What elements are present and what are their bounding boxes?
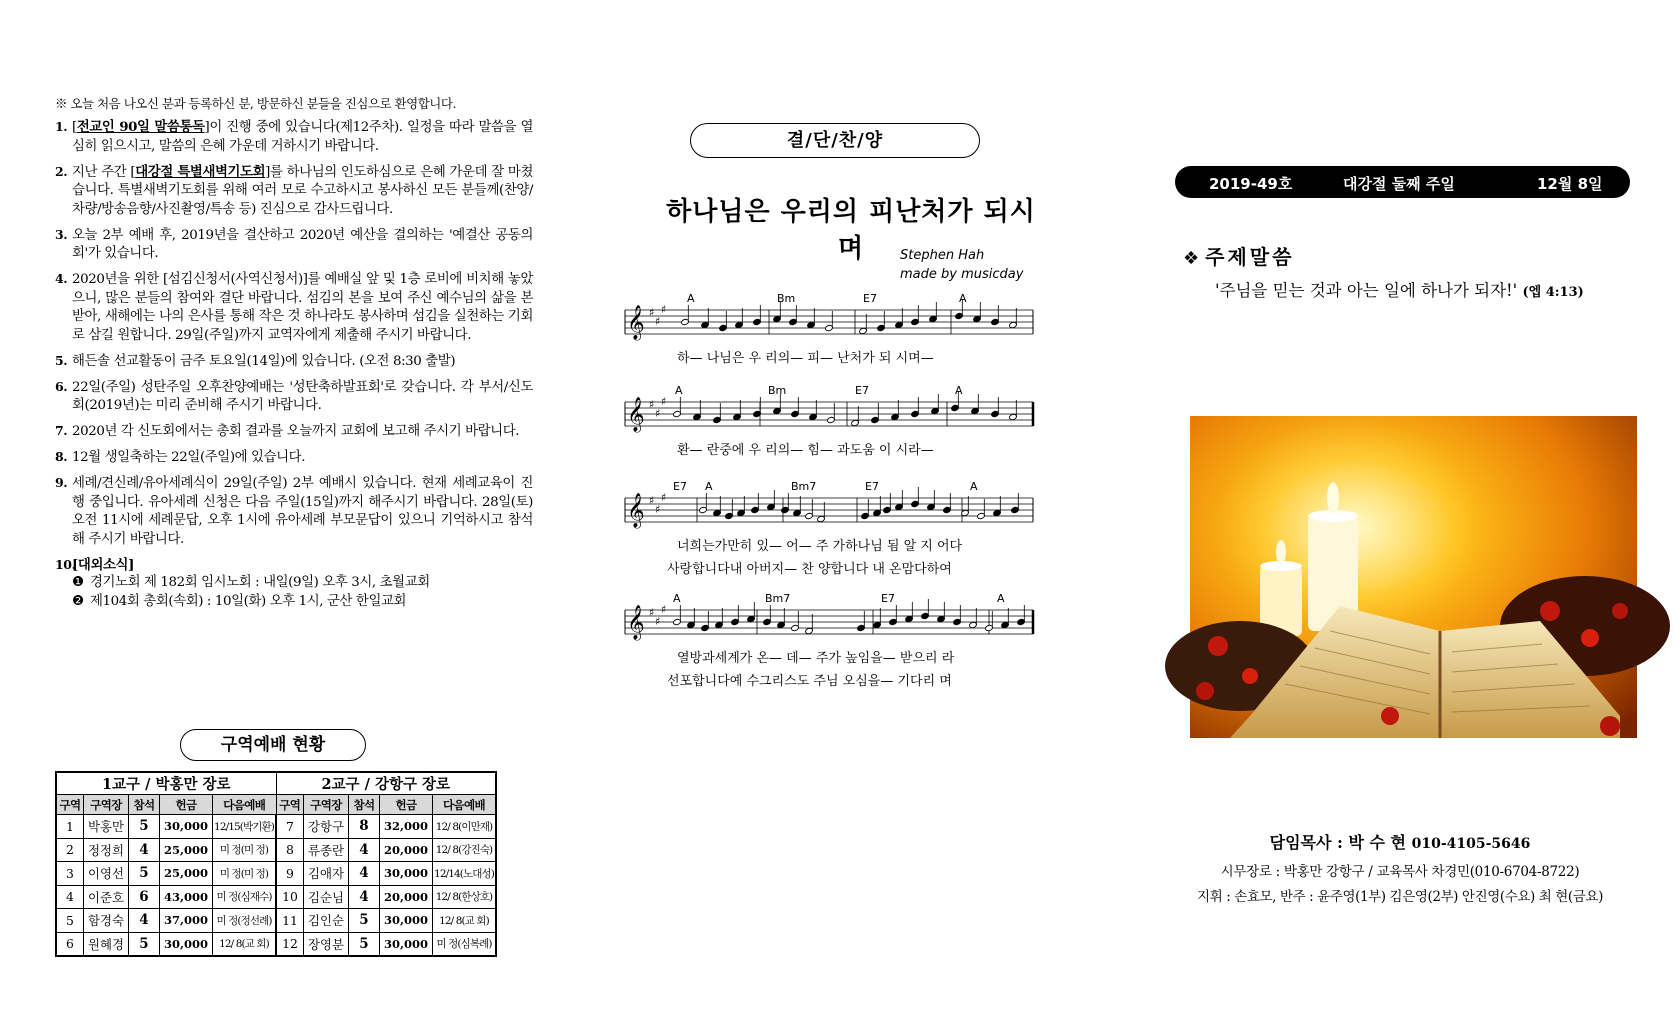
table-cell: 5	[129, 932, 160, 956]
notice-text	[72, 163, 533, 220]
treble-clef-icon: 𝄞	[627, 605, 645, 640]
sharp-icon: ♯	[655, 407, 661, 420]
table-cell: 5	[129, 815, 160, 839]
chord-symbol: Bm	[777, 292, 796, 305]
notice-text-post: 12월 생일축하는 22일(주일)에 있습니다.	[72, 450, 306, 465]
chord-symbol: A	[673, 592, 681, 605]
table-row	[56, 885, 496, 909]
table-cell: 12/ 8(강진숙)	[433, 838, 497, 862]
table-row	[56, 838, 496, 862]
senior-pastor	[1165, 830, 1635, 853]
table-cell: 4	[129, 909, 160, 933]
arranger: made by musicday	[900, 267, 1024, 282]
table-cell: 30,000	[160, 815, 213, 839]
notice-text-post: ]를 하나님의 인도하심으로 은혜 가운데 잘 마쳤습니다. 특별새벽기도회를 위해 여러 모로 수고하시고 봉사하신 모든 분들께(찬양/차량/방송음향/사진촬영/특송 등) 진심으로 감사드립니다.	[72, 164, 533, 217]
table-cell: 25,000	[160, 838, 213, 862]
notice-number: 2.	[55, 163, 68, 179]
table-cell: 10	[276, 885, 304, 909]
sharp-icon: ♯	[655, 615, 661, 628]
table-cell: 12/ 8(교 회)	[433, 909, 497, 933]
table-cell: 30,000	[380, 909, 433, 933]
table-cell: 30,000	[380, 932, 433, 956]
sharp-icon: ♯	[661, 303, 667, 316]
issue-banner	[1175, 166, 1630, 198]
table-cell: 11	[276, 909, 304, 933]
table-cell: 7	[276, 815, 304, 839]
lyrics-verse-1: 너희는가만히 있— 어— 주 가하나님 됨 알 지 어다	[677, 539, 963, 554]
treble-clef-icon: 𝄞	[627, 305, 645, 340]
table-cell: 12/14(노대성)	[433, 862, 497, 886]
sharp-icon: ♯	[649, 398, 655, 411]
chord-symbol: A	[675, 384, 683, 397]
table-cell: 12/ 8(한상호)	[433, 885, 497, 909]
issue-date: 12월 8일	[1537, 175, 1603, 193]
notice-text	[72, 226, 533, 264]
notice-number: 8.	[55, 449, 68, 464]
table-cell: 정정희	[84, 838, 129, 862]
notice-number: 6.	[55, 378, 68, 394]
table-cell: 미 정(미 정)	[213, 862, 277, 886]
notice-list	[55, 118, 533, 618]
table-cell: 원혜경	[84, 932, 129, 956]
notice-text-pre: 지난 주간 [	[72, 164, 136, 180]
sharp-icon: ♯	[649, 306, 655, 319]
table-cell: 김인순	[304, 909, 349, 933]
notice-number: 9.	[55, 475, 68, 490]
notice-text	[72, 556, 533, 612]
table-cell: 2	[56, 838, 84, 862]
table-cell: 3	[56, 862, 84, 886]
notice-item	[55, 270, 533, 345]
table-cell: 4	[129, 838, 160, 862]
notice-item-external	[55, 556, 533, 612]
sharp-icon: ♯	[649, 494, 655, 507]
table-cell: 9	[276, 862, 304, 886]
table-cell: 강항구	[304, 815, 349, 839]
table-cell: 4	[349, 885, 380, 909]
column-header: 구역장	[84, 795, 129, 815]
table-cell: 5	[129, 862, 160, 886]
table-cell: 미 정(정선례)	[213, 909, 277, 933]
chord-symbol: A	[705, 480, 713, 493]
treble-clef-icon: 𝄞	[627, 493, 645, 528]
table-cell: 12	[276, 932, 304, 956]
external-news-item	[72, 593, 533, 612]
theme-verse-text: '주님을 믿는 것과 아는 일에 하나가 되자!'	[1215, 281, 1518, 300]
notice-text-post: 2020년 각 신도회에서는 총회 결과를 오늘까지 교회에 보고해 주시기 바랍니다.	[72, 424, 520, 439]
numbered-bullet-icon: ❶	[72, 575, 84, 590]
sharp-icon: ♯	[655, 503, 661, 516]
notice-text-post: 22일(주일) 성탄주일 오후찬양예배는 '성탄축하발표회'로 갖습니다. 각 부서/신도회(2019년)는 미리 준비해 주시기 바랍니다.	[72, 379, 533, 413]
welcome-message: ※ 오늘 처음 나오신 분과 등록하신 분, 방문하신 분들을 진심으로 환영합니다.	[55, 96, 456, 111]
table-cell: 이준호	[84, 885, 129, 909]
notice-text-post: 오늘 2부 예배 후, 2019년을 결산하고 2020년 예산을 결의하는 '예결산 공동의회'가 있습니다.	[72, 227, 533, 261]
table-cell: 5	[349, 932, 380, 956]
sharp-icon: ♯	[661, 395, 667, 408]
lyrics-verse-2: 사랑합니다내 아버지— 찬 양합니다 내 온맘다하여	[667, 562, 952, 577]
column-header: 헌금	[160, 795, 213, 815]
notice-text	[72, 474, 533, 549]
issue-number: 2019-49호	[1209, 175, 1293, 193]
treble-clef-icon: 𝄞	[627, 397, 645, 432]
group2-header: 2교구 / 강항구 장로	[276, 772, 496, 795]
external-news-title: [대외소식]	[72, 556, 135, 573]
diamond-bullet-icon: ❖	[1183, 248, 1200, 269]
theme-verse-reference: (엡 4:13)	[1522, 285, 1584, 300]
composer: Stephen Hah	[900, 248, 985, 263]
column-header: 헌금	[380, 795, 433, 815]
notice-item	[55, 226, 533, 264]
chord-symbol: E7	[673, 480, 687, 493]
chord-symbol: Bm	[768, 384, 787, 397]
table-cell: 미 정(심복례)	[433, 932, 497, 956]
notice-number: 10.	[55, 556, 76, 572]
column-header: 참석	[349, 795, 380, 815]
candle-bible-photo	[1190, 416, 1637, 738]
notice-number: 4.	[55, 271, 68, 286]
table-cell: 20,000	[380, 838, 433, 862]
lyrics-verse-1: 열방과세계가 온— 데— 주가 높임을— 받으리 라	[677, 651, 955, 666]
theme-heading-text: 주제말씀	[1205, 245, 1295, 269]
chord-symbol: E7	[863, 292, 877, 305]
music-system	[625, 292, 1033, 366]
notice-highlight: 전교인 90일 말씀통독	[76, 119, 205, 135]
chord-symbol: A	[955, 384, 963, 397]
table-row	[56, 909, 496, 933]
staff-elders: 시무장로 : 박홍만 강항구 / 교육목사 차경민(010-6704-8722)	[1220, 864, 1580, 880]
notice-item	[55, 448, 533, 468]
lyrics-verse-1: 환— 란중에 우 리의— 힘— 과도움 이 시라—	[677, 443, 934, 458]
notice-number: 7.	[55, 423, 68, 438]
chord-symbol: Bm7	[791, 480, 817, 493]
theme-verse	[1215, 277, 1584, 301]
external-news-text: 경기노회 제 182회 임시노회 : 내일(9일) 오후 3시, 초월교회	[90, 575, 430, 590]
table-cell: 김순님	[304, 885, 349, 909]
table-cell: 20,000	[380, 885, 433, 909]
table-cell: 12/15(박기환)	[213, 815, 277, 839]
notice-item	[55, 352, 533, 372]
occasion: 대강절 둘째 주일	[1343, 175, 1455, 193]
table-cell: 6	[56, 932, 84, 956]
external-news-text: 제104회 총회(속회) : 10일(화) 오후 1시, 군산 한일교회	[90, 593, 407, 609]
table-cell: 8	[276, 838, 304, 862]
table-cell: 12/ 8(교 회)	[213, 932, 277, 956]
notice-number: 5.	[55, 352, 68, 368]
table-cell: 미 정(미 정)	[213, 838, 277, 862]
lyrics-verse-2: 선포합니다예 수그리스도 주님 오심을— 기다리 며	[667, 674, 952, 689]
table-cell: 4	[349, 862, 380, 886]
hymn-label: 결/단/찬/양	[690, 123, 980, 158]
column-header: 참석	[129, 795, 160, 815]
table-cell: 30,000	[380, 862, 433, 886]
sharp-icon: ♯	[649, 606, 655, 619]
chord-symbol: E7	[881, 592, 895, 605]
notice-item	[55, 118, 533, 156]
chord-symbol: E7	[855, 384, 869, 397]
chord-symbol: A	[970, 480, 978, 493]
table-row	[56, 932, 496, 956]
column-header: 구역	[276, 795, 304, 815]
pastor-label: 담임목사 : 박 수 현	[1269, 833, 1407, 852]
music-system	[625, 384, 1033, 458]
table-cell: 박홍만	[84, 815, 129, 839]
table-cell: 12/ 8(이만재)	[433, 815, 497, 839]
district-title: 구역예배 현황	[180, 729, 366, 761]
table-cell: 1	[56, 815, 84, 839]
lyrics-verse-1: 하— 나님은 우 리의— 피— 난처가 되 시며—	[677, 351, 934, 366]
table-cell: 5	[349, 909, 380, 933]
column-headers	[56, 795, 496, 815]
chord-symbol: Bm7	[765, 592, 791, 605]
pastor-phone: 010-4105-5646	[1411, 836, 1531, 852]
music-system	[625, 592, 1033, 689]
table-cell: 류종란	[304, 838, 349, 862]
theme-heading	[1183, 241, 1294, 270]
column-header: 다음예배	[433, 795, 497, 815]
notice-item	[55, 163, 533, 220]
column-header: 구역장	[304, 795, 349, 815]
table-cell: 30,000	[160, 932, 213, 956]
external-news-item	[72, 574, 533, 593]
notice-text-post: ]이 진행 중에 있습니다(제12주차). 일정을 따라 말씀을 열심히 읽으시고, 말씀의 은혜 가운데 거하시기 바랍니다.	[72, 120, 534, 154]
table-cell: 장영분	[304, 932, 349, 956]
notice-item	[55, 474, 533, 549]
numbered-bullet-icon: ❷	[72, 593, 84, 609]
table-cell: 6	[129, 885, 160, 909]
notice-text	[72, 270, 533, 345]
notice-text	[72, 118, 533, 156]
chord-symbol: A	[687, 292, 695, 305]
sharp-icon: ♯	[655, 315, 661, 328]
district-table	[55, 771, 497, 957]
column-header: 구역	[56, 795, 84, 815]
notice-text	[72, 378, 533, 416]
table-cell: 32,000	[380, 815, 433, 839]
table-row	[56, 862, 496, 886]
sharp-icon: ♯	[661, 603, 667, 616]
table-cell: 25,000	[160, 862, 213, 886]
notice-item	[55, 378, 533, 416]
table-cell: 8	[349, 815, 380, 839]
music-system	[625, 480, 1033, 577]
chord-symbol: A	[997, 592, 1005, 605]
table-cell: 김애자	[304, 862, 349, 886]
staff-music: 지휘 : 손효모, 반주 : 윤주영(1부) 김은영(2부) 안진영(수요) 최 현(금요)	[1197, 889, 1603, 905]
table-cell: 37,000	[160, 909, 213, 933]
notice-text-post: 2020년을 위한 [섬김신청서(사역신청서)]를 예배실 앞 및 1층 로비에 비치해 놓았으니, 많은 분들의 참여와 결단 바랍니다. 섬김의 본을 보여 주신 예수님의 삶을 본받아, 새해에는 나의 은사를 통해 작은 것 하나라도 봉사하며 섬김을 실천하는 기회로 삼길 원합니다. 29일(주일)까지 교역자에게 제출해 주시기 바랍니다.	[72, 272, 533, 343]
candle-bible-image	[1190, 416, 1637, 738]
table-cell: 미 정(심재수)	[213, 885, 277, 909]
notice-text-pre: [	[72, 120, 77, 135]
table-cell: 43,000	[160, 885, 213, 909]
chord-symbol: E7	[865, 480, 879, 493]
table-cell: 4	[56, 885, 84, 909]
group1-header: 1교구 / 박홍만 장로	[56, 772, 276, 795]
notice-number: 1.	[55, 119, 68, 134]
notice-text	[72, 352, 533, 372]
notice-text-post: 해든솔 선교활동이 금주 토요일(14일)에 있습니다. (오전 8:30 출발)	[72, 353, 456, 369]
chord-symbol: A	[959, 292, 967, 305]
column-header: 다음예배	[213, 795, 277, 815]
notice-number: 3.	[55, 226, 68, 242]
sheet-music	[625, 292, 1065, 740]
composer-credit	[900, 246, 1023, 284]
notice-item	[55, 422, 533, 442]
table-row	[56, 815, 496, 839]
song-title: 하나님은 우리의 피난처가 되시며	[666, 197, 1036, 264]
table-cell: 5	[56, 909, 84, 933]
notice-text-post: 세례/견신례/유아세례식이 29일(주일) 2부 예배시 있습니다. 현재 세례교육이 진행 중입니다. 유아세례 신청은 다음 주일(15일)까지 해주시기 바랍니다. 28일(토) 오전 11시에 세례문답, 오후 1시에 유아세례 부모문답이 있으니 기억하시고 참석해 주시기 바랍니다.	[72, 476, 533, 547]
notice-text	[72, 448, 533, 468]
notice-text	[72, 422, 533, 442]
table-cell: 4	[349, 838, 380, 862]
notice-highlight: 대강절 특별새벽기도회	[135, 163, 266, 180]
sharp-icon: ♯	[661, 491, 667, 504]
table-cell: 함경숙	[84, 909, 129, 933]
table-cell: 이영선	[84, 862, 129, 886]
